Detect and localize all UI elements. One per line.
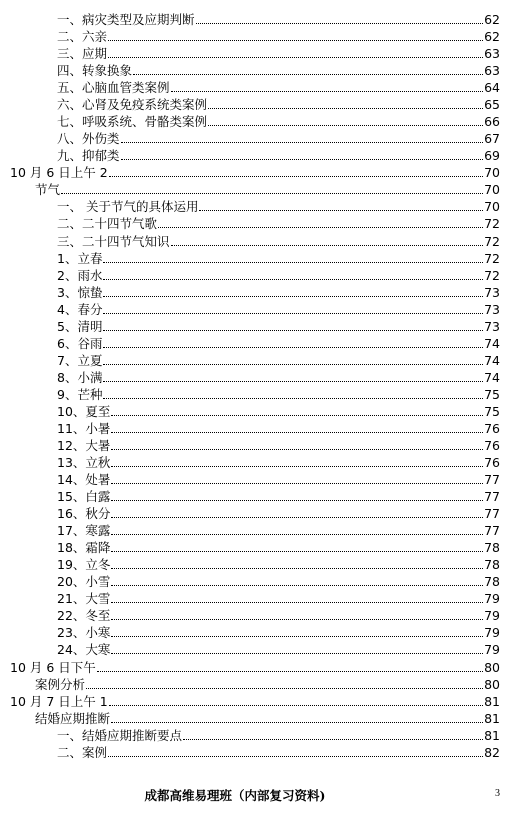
toc-entry-page: 65 [484,97,500,113]
toc-entry-page: 73 [484,284,500,300]
toc-dot-leader [103,381,483,382]
toc-dot-leader [86,688,483,689]
toc-dot-leader [121,159,483,160]
toc-entry[interactable] [57,78,500,95]
toc-entry-title: 12、大暑 [57,438,111,453]
toc-entry-page: 74 [484,369,500,385]
toc-dot-leader [111,722,483,723]
toc-entry-page: 63 [484,46,500,62]
toc-entry-page: 75 [484,403,500,419]
toc-entry-title: 22、冬至 [57,608,111,624]
toc-entry[interactable] [57,589,500,606]
toc-entry-title: 23、小寒 [57,625,111,641]
toc-entry[interactable] [35,709,500,726]
toc-dot-leader [111,602,483,603]
page-number: 3 [495,788,500,799]
toc-entry-title: 17、寒露 [57,523,111,539]
toc-entry[interactable] [35,180,500,197]
toc-entry-title: 14、处暑 [57,472,111,488]
toc-dot-leader [111,653,483,654]
toc-entry[interactable] [57,453,500,470]
toc-entry[interactable] [57,61,500,78]
toc-entry-page: 62 [484,12,500,27]
toc-entry-page: 74 [484,352,500,368]
toc-entry-title: 四、转象换象 [57,63,133,79]
toc-dot-leader [121,142,483,143]
toc-entry[interactable] [57,470,500,487]
toc-entry[interactable] [57,555,500,572]
toc-entry[interactable] [57,232,500,249]
toc-entry-page: 75 [484,386,500,402]
toc-entry-title: 六、心肾及免疫系统类案例 [57,97,208,113]
toc-entry-page: 63 [484,63,500,79]
toc-entry-title: 10、夏至 [57,403,111,419]
toc-entry[interactable] [57,27,500,44]
toc-entry-title: 七、呼吸系统、骨骼类案例 [57,114,208,130]
toc-entry-title: 二、二十四节气歌 [57,216,158,232]
toc-entry-title: 三、应期 [57,46,108,62]
toc-entry-title: 8、小满 [57,369,103,385]
toc-entry-page: 74 [484,335,500,351]
toc-entry-title: 一、结婚应期推断要点 [57,727,183,743]
toc-entry-title: 24、大寒 [57,642,111,658]
toc-entry[interactable] [57,300,500,317]
toc-dot-leader [111,432,483,433]
toc-entry-page: 79 [484,591,500,607]
toc-entry[interactable] [57,368,500,385]
toc-dot-leader [111,534,483,535]
toc-dot-leader [111,619,483,620]
toc-dot-leader [133,74,483,75]
toc-entry[interactable] [57,538,500,555]
toc-entry-title: 6、谷雨 [57,335,103,351]
toc-entry-title: 5、清明 [57,318,103,334]
toc-entry-title: 三、二十四节气知识 [57,233,170,249]
toc-entry-title: 19、立冬 [57,557,111,573]
toc-entry[interactable] [10,163,500,180]
toc-entry-page: 70 [484,199,500,215]
toc-entry-title: 11、小暑 [57,420,111,436]
toc-entry-page: 77 [484,506,500,522]
toc-entry-page: 78 [484,574,500,590]
toc-entry-title: 7、立夏 [57,352,103,368]
toc-dot-leader [183,739,483,740]
toc-entry-title: 10 月 6 日上午 2 [10,165,108,181]
toc-entry[interactable] [57,146,500,163]
toc-entry[interactable] [57,283,500,300]
toc-entry-page: 76 [484,420,500,436]
toc-dot-leader [103,313,483,314]
toc-dot-leader [111,483,483,484]
toc-dot-leader [103,330,483,331]
toc-entry-title: 16、秋分 [57,506,111,522]
toc-entry-page: 78 [484,540,500,556]
footer-title: 成都高维易理班（内部复习资料) [144,788,326,803]
toc-dot-leader [111,415,483,416]
toc-dot-leader [171,91,483,92]
toc-entry[interactable] [57,606,500,623]
toc-entry-page: 81 [484,693,500,709]
toc-entry-page: 72 [484,250,500,266]
toc-dot-leader [111,636,483,637]
toc-dot-leader [111,551,483,552]
toc-entry-title: 结婚应期推断 [35,710,111,726]
toc-dot-leader [208,108,483,109]
toc-entry-title: 一、 关于节气的具体运用 [57,199,199,215]
toc-dot-leader [111,517,483,518]
toc-dot-leader [103,296,483,297]
toc-entry[interactable] [57,129,500,146]
toc-entry[interactable] [57,487,500,504]
toc-dot-leader [108,40,483,41]
toc-dot-leader [111,500,483,501]
toc-entry[interactable] [57,44,500,61]
toc-entry-title: 节气 [35,182,61,198]
toc-dot-leader [111,466,483,467]
toc-entry-page: 62 [484,29,500,45]
toc-dot-leader [111,568,483,569]
toc-entry-page: 70 [484,182,500,198]
toc-entry-page: 81 [484,710,500,726]
toc-dot-leader [97,671,483,672]
toc-entry-title: 案例分析 [35,676,86,692]
toc-dot-leader [199,210,483,211]
toc-dot-leader [111,585,483,586]
toc-dot-leader [109,705,483,706]
toc-entry-page: 79 [484,642,500,658]
toc-dot-leader [158,227,483,228]
toc-entry-page: 77 [484,472,500,488]
toc-entry[interactable] [57,317,500,334]
toc-entry-page: 77 [484,523,500,539]
toc-entry[interactable] [57,334,500,351]
toc-dot-leader [109,176,483,177]
toc-entry[interactable] [57,249,500,266]
toc-entry-page: 72 [484,233,500,249]
toc-entry-title: 13、立秋 [57,455,111,471]
toc-entry[interactable] [57,95,500,112]
toc-dot-leader [196,23,483,24]
toc-entry-title: 八、外伤类 [57,131,120,147]
toc-entry-title: 20、小雪 [57,574,111,590]
toc-entry-page: 72 [484,267,500,283]
toc-entry-title: 2、雨水 [57,267,103,283]
toc-entry-page: 80 [484,659,500,675]
toc-dot-leader [108,756,483,757]
toc-entry[interactable] [57,640,500,657]
toc-entry[interactable] [57,623,500,640]
toc-entry-page: 81 [484,727,500,743]
toc-entry-title: 10 月 7 日上午 1 [10,693,108,709]
toc-entry[interactable] [57,419,500,436]
toc-entry-title: 3、惊蛰 [57,284,103,300]
toc-entry-page: 77 [484,489,500,505]
toc-entry[interactable] [10,658,500,675]
toc-dot-leader [103,364,483,365]
toc-entry-page: 72 [484,216,500,232]
toc-entry-page: 67 [484,131,500,147]
toc-entry-page: 76 [484,455,500,471]
toc-dot-leader [171,245,483,246]
toc-entry[interactable] [57,436,500,453]
toc-entry-title: 15、白露 [57,489,111,505]
toc-entry[interactable] [57,112,500,129]
toc-entry-page: 82 [484,744,500,760]
toc-entry[interactable] [57,197,500,214]
toc-entry-page: 76 [484,438,500,453]
toc-entry-title: 21、大雪 [57,591,111,607]
toc-entry[interactable] [57,726,500,743]
toc-entry-page: 69 [484,148,500,164]
toc-entry-title: 五、心脑血管类案例 [57,80,170,96]
toc-entry-title: 1、立春 [57,250,103,266]
toc-dot-leader [103,347,483,348]
toc-dot-leader [108,57,483,58]
toc-entry[interactable] [57,266,500,283]
toc-entry-title: 9、芒种 [57,386,103,402]
toc-entry-title: 一、病灾类型及应期判断 [57,12,195,27]
toc-entry-page: 73 [484,318,500,334]
toc-entry-title: 二、案例 [57,744,108,760]
toc-entry-page: 78 [484,557,500,573]
toc-entry[interactable] [57,521,500,538]
toc-entry[interactable] [57,743,500,760]
toc-dot-leader [61,193,483,194]
toc-entry-title: 10 月 6 日下午 [10,659,96,675]
toc-entry-page: 73 [484,301,500,317]
toc-dot-leader [103,279,483,280]
toc-dot-leader [103,398,483,399]
toc-entry-page: 64 [484,80,500,96]
toc-entry-title: 18、霜降 [57,540,111,556]
toc-entry-page: 70 [484,165,500,181]
toc-entry-title: 二、六亲 [57,29,108,45]
toc-entry[interactable] [57,402,500,419]
toc-dot-leader [111,449,483,450]
toc-entry-title: 九、抑郁类 [57,148,120,164]
toc-entry[interactable] [57,572,500,589]
toc-entry-title: 4、春分 [57,301,103,317]
toc-entry-page: 80 [484,676,500,692]
toc-entry[interactable] [57,385,500,402]
toc-entry-page: 66 [484,114,500,130]
toc-entry-page: 79 [484,608,500,624]
toc-dot-leader [208,125,483,126]
toc-entry[interactable] [10,692,500,709]
toc-entry[interactable] [57,10,500,27]
toc-entry[interactable] [35,675,500,692]
toc-entry[interactable] [57,351,500,368]
toc-entry[interactable] [57,214,500,231]
toc-entry-page: 79 [484,625,500,641]
toc-dot-leader [103,262,483,263]
toc-entry[interactable] [57,504,500,521]
